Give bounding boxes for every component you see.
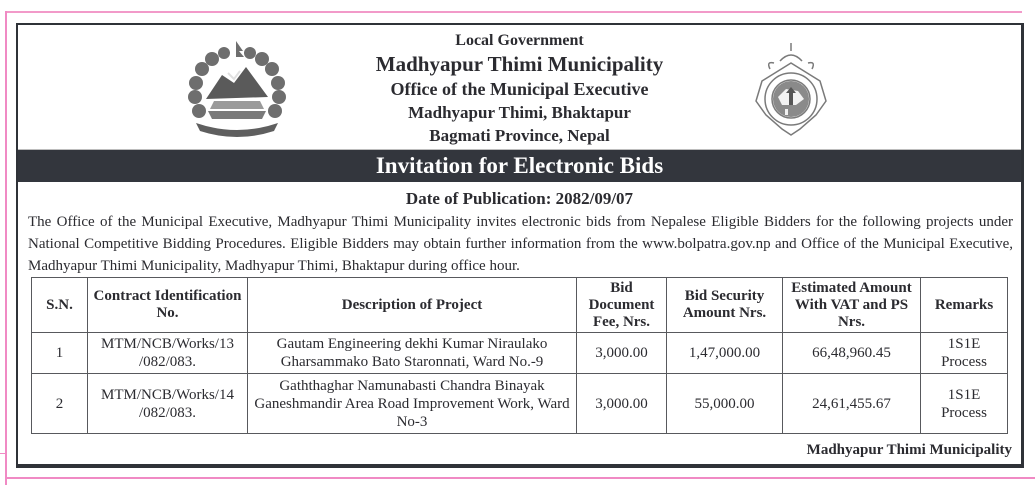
notice-header	[18, 25, 1021, 150]
header-office: Office of the Municipal Executive	[390, 79, 649, 99]
page-guide-top	[6, 11, 1022, 13]
cell-description: Gaththaghar Namunabasti Chandra Binayak Ganeshmandir Area Road Improvement Work, Ward No-3	[248, 374, 577, 434]
header-estimate: Estimated Amount With VAT and PS Nrs.	[783, 278, 921, 333]
header-security: Bid Security Amount Nrs.	[667, 278, 783, 333]
bid-notice	[16, 23, 1024, 468]
intro-paragraph: The Office of the Municipal Executive, Madhyapur Thimi Municipality invites electronic bids from Nepalese Eligible Bidders for the following projects under National Competitive Bidding Procedures. Eligible Bidders may obtain further information from the www.bolpatra.gov.np and Office of the Municipal Executive, Madhyapur Thimi Municipality, Madhyapur Thimi, Bhaktapur during office hour.	[28, 214, 1013, 274]
table-row	[32, 374, 1008, 434]
cell-sn: 2	[32, 374, 88, 434]
cell-estimate: 66,48,960.45	[783, 333, 921, 374]
table-row	[32, 333, 1008, 374]
table-header-row	[32, 278, 1008, 333]
page-guide-left	[5, 11, 7, 485]
header-local-government: Local Government	[455, 32, 584, 49]
bids-table	[31, 277, 1008, 434]
cell-sn: 1	[32, 333, 88, 374]
cell-contract-id: MTM/NCB/Works/14 /082/083.	[88, 374, 248, 434]
cell-description: Gautam Engineering dekhi Kumar Niraulako Gharsammako Bato Staronnati, Ward No.-9	[248, 333, 577, 374]
page-guide-bottom	[6, 477, 1035, 479]
header-municipality-name: Madhyapur Thimi Municipality	[375, 52, 664, 76]
cell-contract-id: MTM/NCB/Works/13 /082/083.	[88, 333, 248, 374]
cell-remarks: 1S1E Process	[921, 333, 1008, 374]
header-contract-id: Contract Identification No.	[88, 278, 248, 333]
notice-title: Invitation for Electronic Bids	[18, 150, 1021, 182]
cell-doc-fee: 3,000.00	[577, 374, 667, 434]
cell-doc-fee: 3,000.00	[577, 333, 667, 374]
publication-date: Date of Publication: 2082/09/07	[405, 189, 634, 208]
header-sn: S.N.	[32, 278, 88, 333]
header-remarks: Remarks	[921, 278, 1008, 333]
cell-estimate: 24,61,455.67	[783, 374, 921, 434]
signature: Madhyapur Thimi Municipality	[806, 442, 1012, 458]
cell-security: 55,000.00	[667, 374, 783, 434]
header-address: Madhyapur Thimi, Bhaktapur	[408, 103, 631, 122]
header-description: Description of Project	[248, 278, 577, 333]
page-guide-tick	[0, 453, 6, 454]
header-doc-fee: Bid Document Fee, Nrs.	[577, 278, 667, 333]
header-province: Bagmati Province, Nepal	[429, 126, 610, 145]
cell-security: 1,47,000.00	[667, 333, 783, 374]
cell-remarks: 1S1E Process	[921, 374, 1008, 434]
header-text	[18, 31, 1021, 148]
